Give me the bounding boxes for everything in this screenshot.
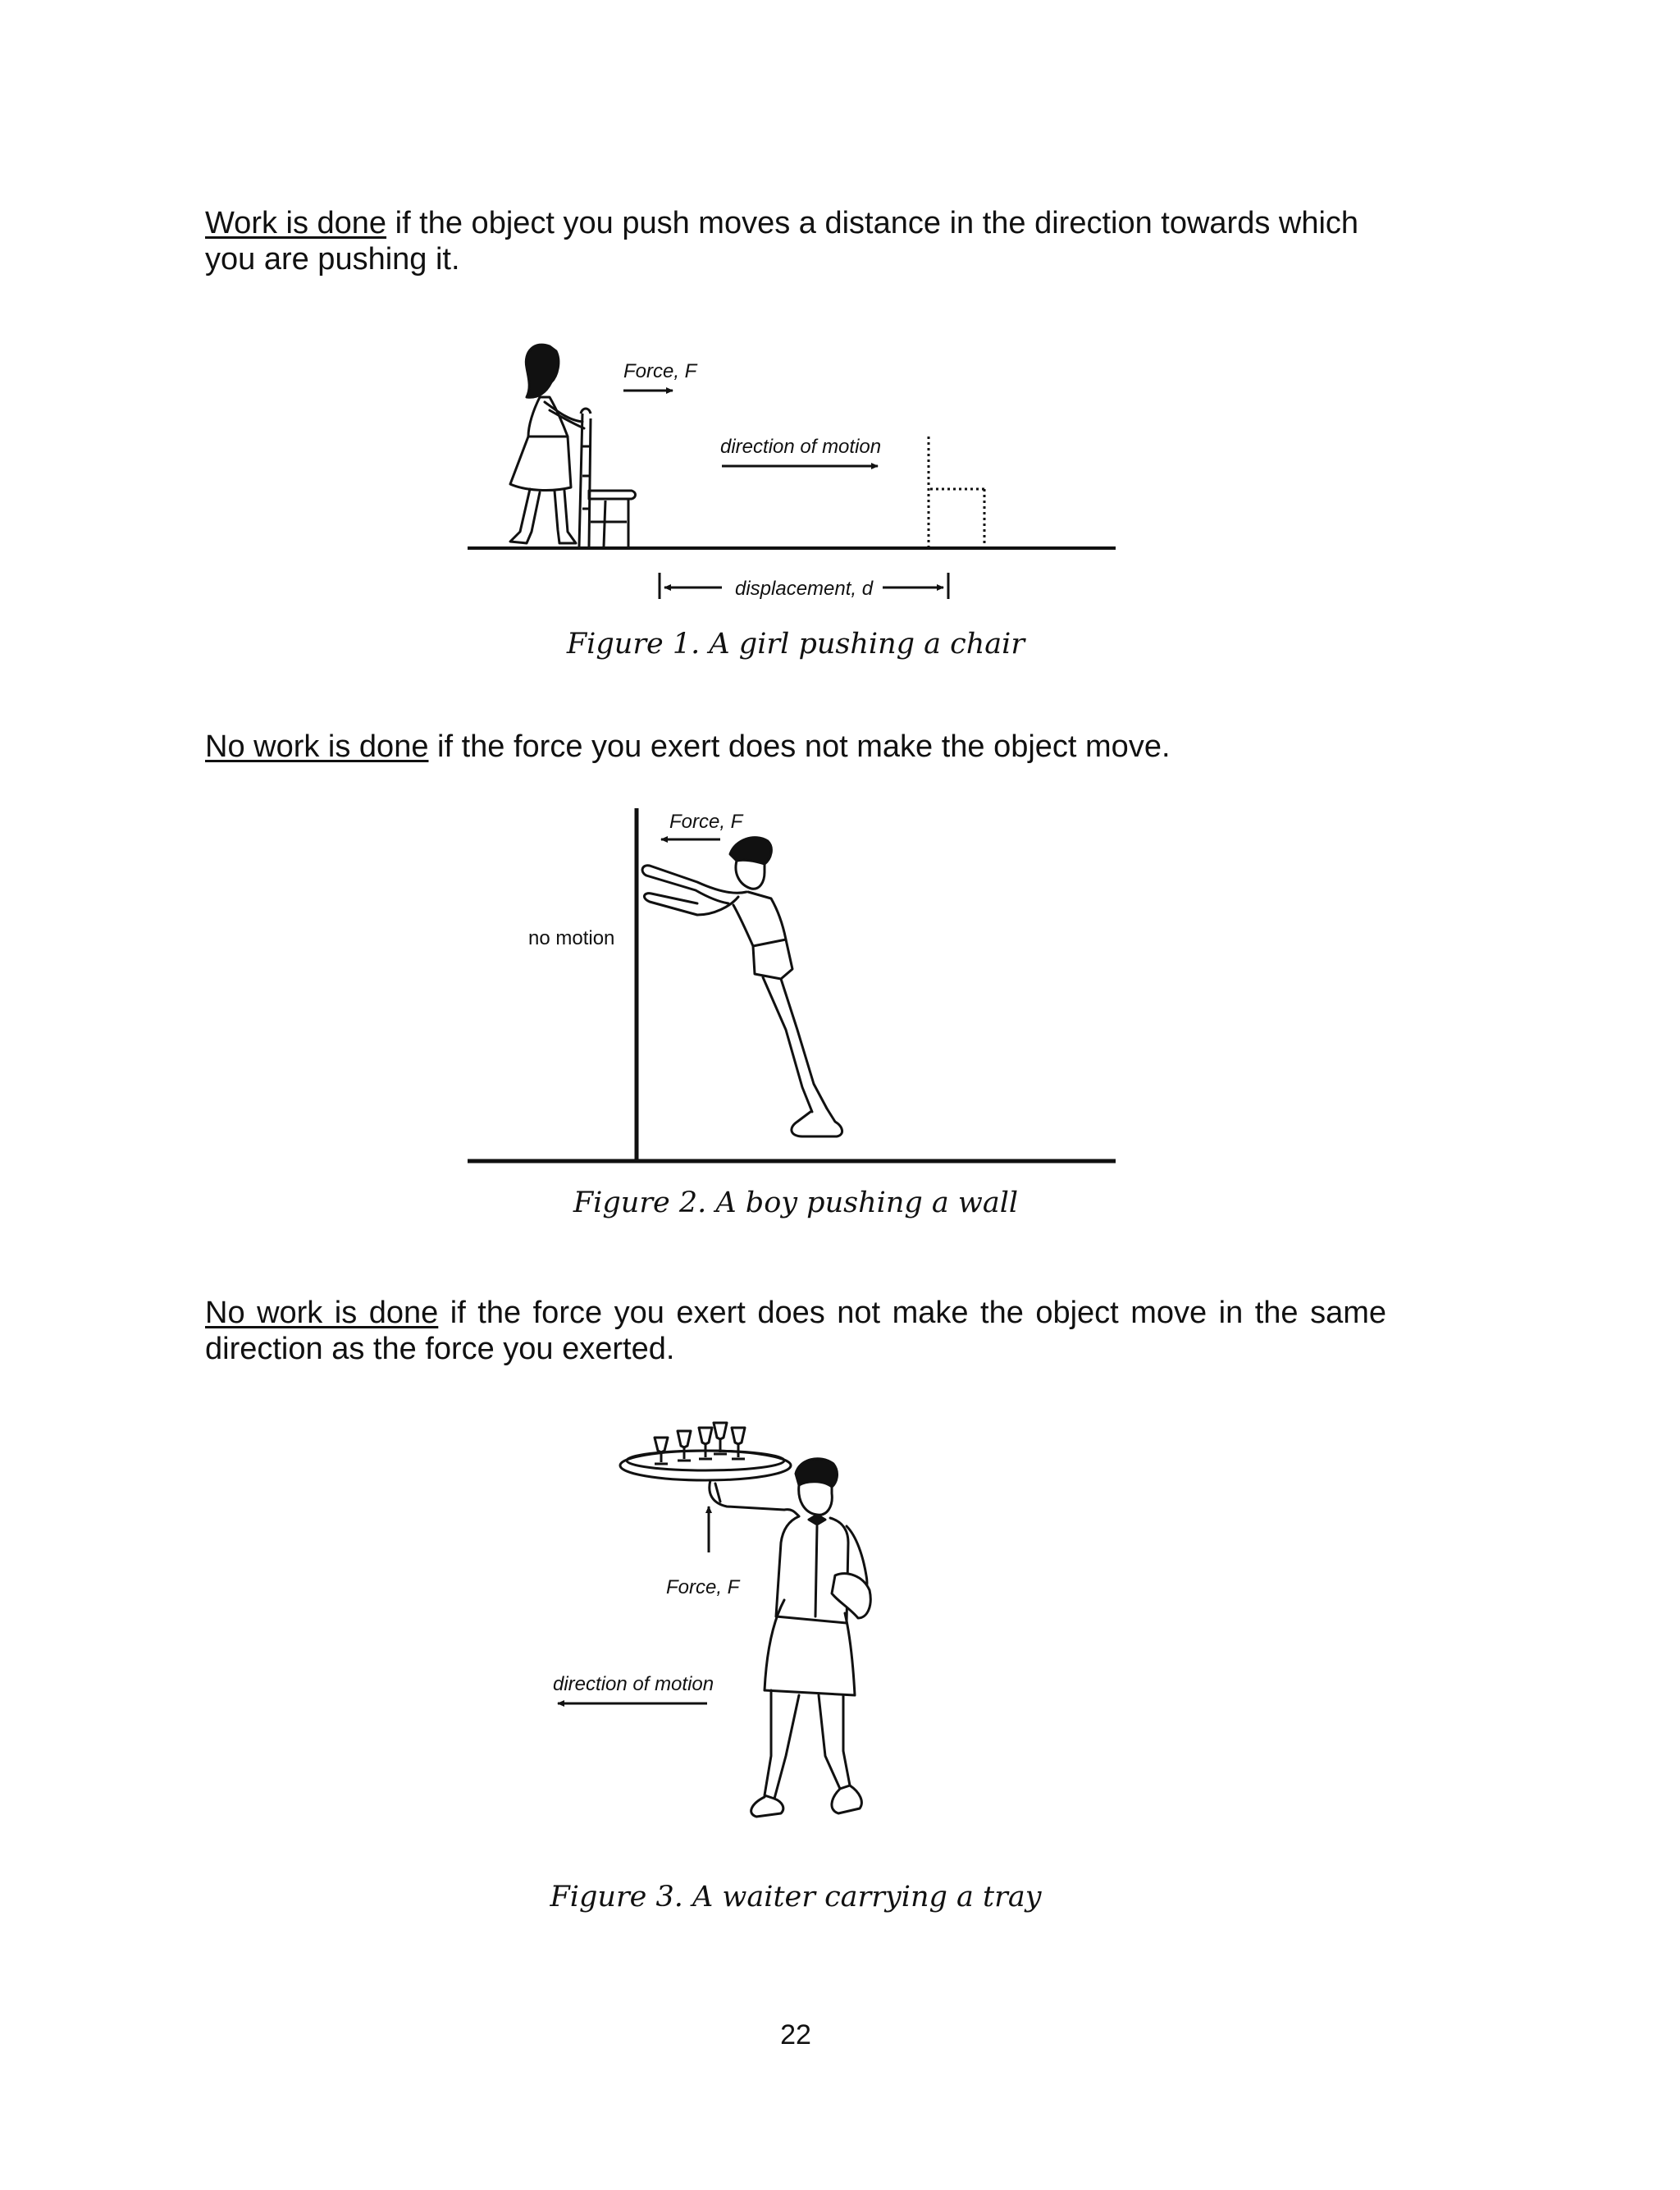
paragraph-work-done	[205, 205, 1386, 277]
chair	[579, 409, 636, 546]
term-no-work-is-done: No work is done	[205, 1296, 439, 1330]
page-number: 22	[780, 2019, 811, 2051]
girl-figure	[510, 345, 584, 543]
paragraph-no-work-no-motion	[205, 729, 1386, 765]
tray-with-glasses	[620, 1423, 791, 1480]
force-label: Force, F	[623, 360, 697, 382]
no-motion-label: no motion	[528, 927, 615, 949]
term-work-is-done: Work is done	[205, 206, 387, 240]
force-label: Force, F	[666, 1576, 740, 1598]
figure-girl-pushing-chair	[459, 328, 1132, 599]
paragraph-text: if the force you exert does not make the object move in the same direction as the force you exerted.	[205, 1296, 1386, 1366]
motion-label: direction of motion	[720, 436, 882, 458]
paragraph-no-work-different-direction	[205, 1295, 1386, 1367]
term-no-work-is-done: No work is done	[205, 729, 429, 764]
figure-boy-pushing-wall	[459, 800, 1132, 1177]
chair-final-position	[929, 437, 984, 546]
displacement-label: displacement, d	[735, 578, 874, 599]
motion-label: direction of motion	[553, 1673, 714, 1695]
paragraph-text: if the force you exert does not make the object move.	[428, 729, 1171, 764]
figure-waiter-carrying-tray	[525, 1411, 952, 1838]
boy-figure	[642, 838, 842, 1136]
paragraph-text: if the object you push moves a distance in the direction towards which you are pushing it.	[205, 206, 1359, 277]
force-label: Force, F	[669, 811, 743, 833]
figure2-caption: Figure 2. A boy pushing a wall	[573, 1186, 1019, 1219]
figure3-caption: Figure 3. A waiter carrying a tray	[550, 1881, 1042, 1913]
waiter-figure	[710, 1459, 870, 1817]
figure1-caption: Figure 1. A girl pushing a chair	[566, 628, 1025, 661]
